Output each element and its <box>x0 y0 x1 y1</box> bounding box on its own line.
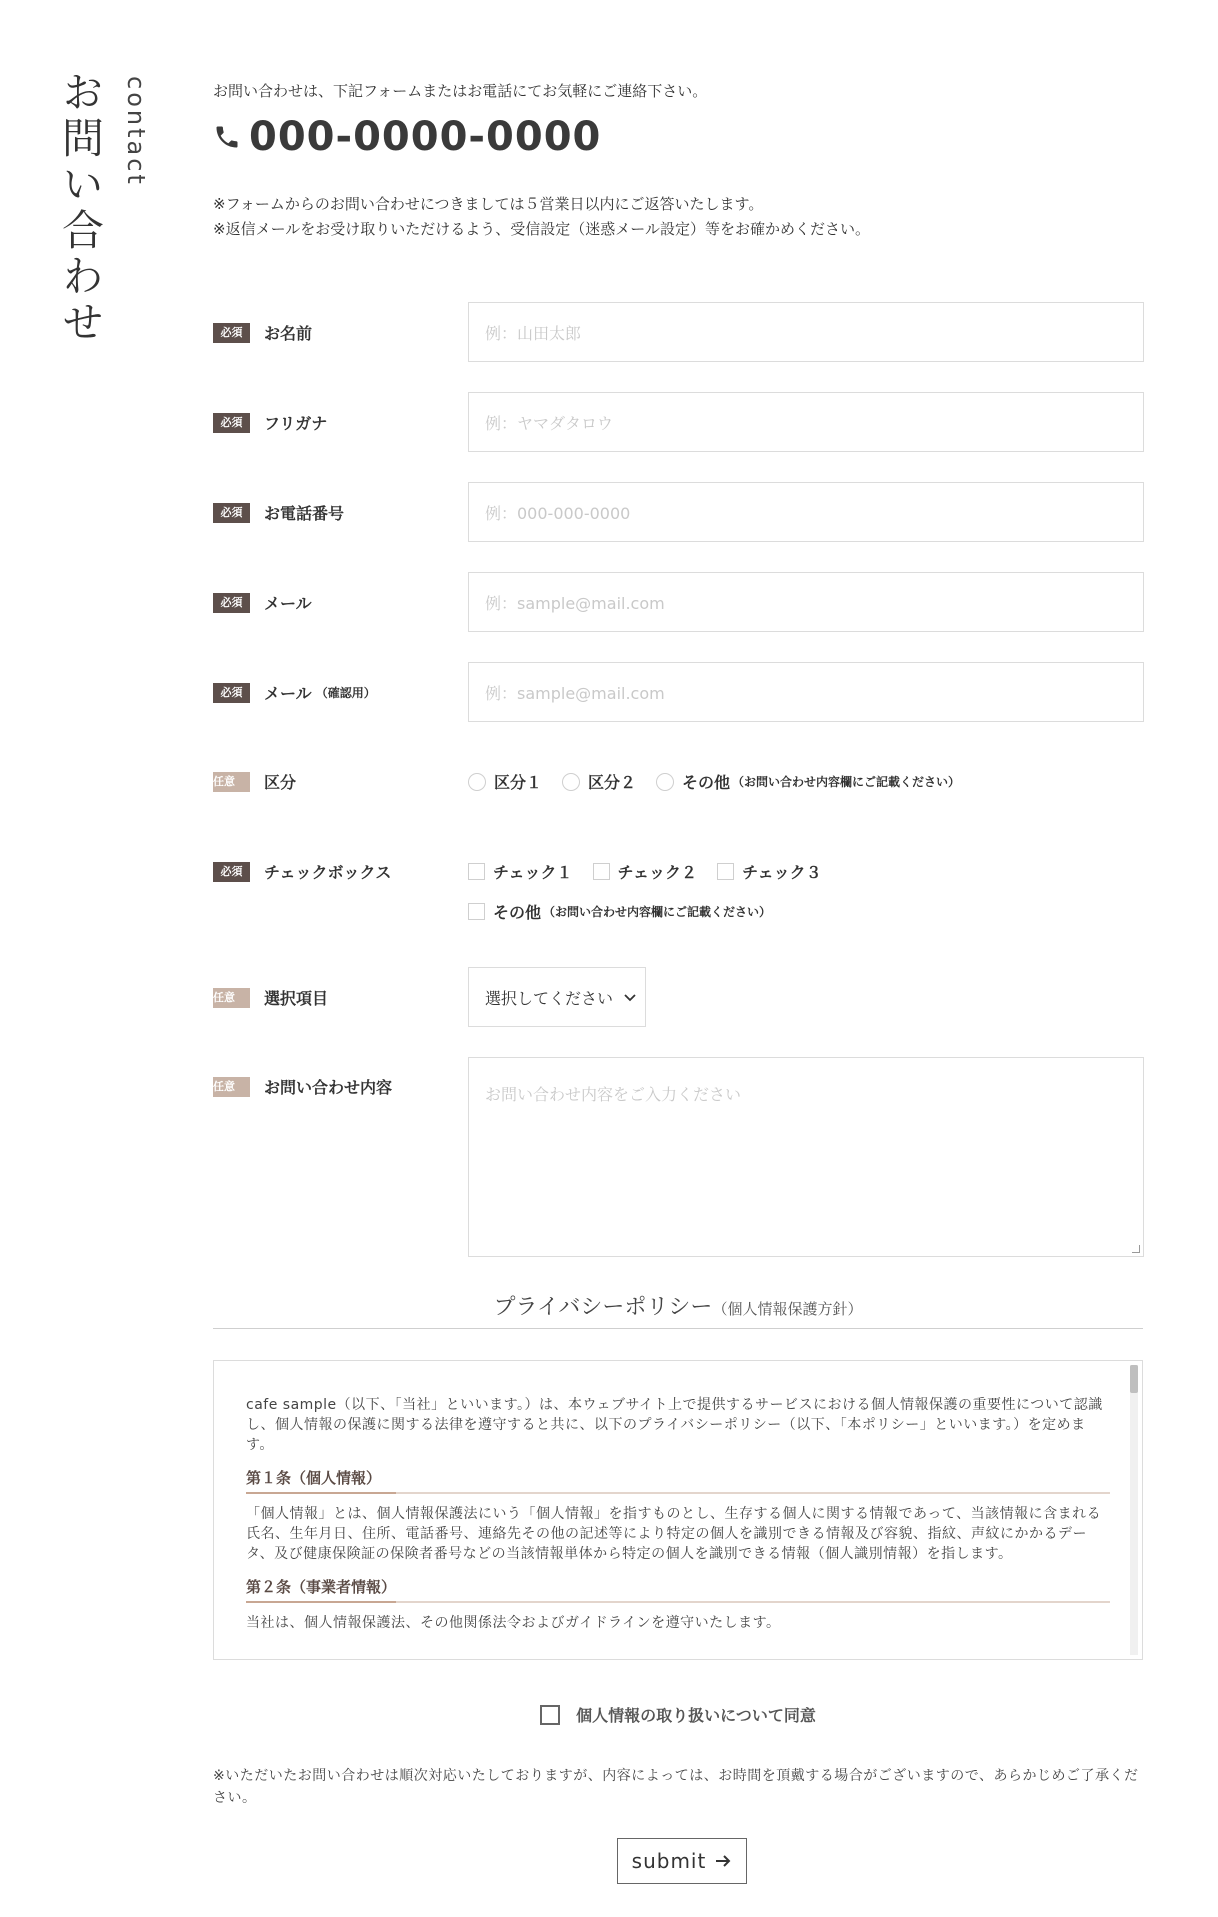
tel-input[interactable]: 例：000-000-0000 <box>468 482 1144 542</box>
mail-confirm-input[interactable]: 例：sample@mail.com <box>468 662 1144 722</box>
required-badge: 必須 <box>213 323 250 343</box>
scrollbar-thumb[interactable] <box>1130 1365 1138 1393</box>
required-badge: 必須 <box>213 413 250 433</box>
label-text: お問い合わせ内容 <box>264 1078 393 1097</box>
checkbox-square[interactable] <box>468 863 485 880</box>
privacy-policy-box[interactable] <box>213 1360 1143 1660</box>
resize-grip[interactable] <box>1132 1245 1140 1253</box>
optional-badge: 任意 <box>213 988 250 1008</box>
message-textarea[interactable] <box>468 1057 1144 1257</box>
label-kana <box>213 411 327 434</box>
required-badge: 必須 <box>213 683 250 703</box>
phone-block <box>213 114 601 160</box>
mail-input[interactable]: 例：sample@mail.com <box>468 572 1144 632</box>
label-text: お名前 <box>264 324 313 343</box>
option-label: その他 <box>682 773 731 792</box>
label-text: チェックボックス <box>264 863 392 882</box>
checkbox-1[interactable] <box>468 860 573 883</box>
label-mail <box>213 591 312 614</box>
label-checkbox <box>213 860 391 883</box>
required-badge: 必須 <box>213 503 250 523</box>
label-text: 選択項目 <box>264 989 329 1008</box>
category-radio-2[interactable] <box>562 770 636 793</box>
scrollbar-track[interactable] <box>1130 1365 1138 1655</box>
option-label: 区分１ <box>494 773 543 792</box>
checkbox-options-row2 <box>468 900 771 923</box>
optional-badge: 任意 <box>213 1077 250 1097</box>
phone-icon <box>213 123 241 151</box>
category-radio-1[interactable] <box>468 770 542 793</box>
agree-label: 個人情報の取り扱いについて同意 <box>576 1706 816 1725</box>
arrow-right-icon <box>714 1852 732 1870</box>
article-1-title: 第１条（個人情報） <box>246 1467 1110 1494</box>
privacy-title <box>213 1290 1143 1321</box>
option-label: チェック３ <box>742 863 822 882</box>
radio-circle[interactable] <box>468 773 486 791</box>
label-select <box>213 986 328 1009</box>
side-title: お問い合わせ <box>56 70 105 346</box>
checkbox-other[interactable] <box>468 900 771 923</box>
label-message <box>213 1075 392 1098</box>
label-tel <box>213 501 344 524</box>
radio-circle[interactable] <box>562 773 580 791</box>
submit-button[interactable] <box>617 1838 747 1884</box>
label-note: （確認用） <box>315 686 376 700</box>
optional-badge: 任意 <box>213 772 250 792</box>
radio-circle[interactable] <box>656 773 674 791</box>
privacy-intro: cafe sample（以下、「当社」といいます。）は、本ウェブサイト上で提供するサービスにおける個人情報保護の重要性について認識し、個人情報の保護に関する法律を遵守すると共に、以下のプライバシーポリシー（以下、「本ポリシー」といいます。）を定めます。 <box>246 1397 1103 1453</box>
label-text: フリガナ <box>264 414 328 433</box>
option-label: チェック１ <box>493 863 573 882</box>
checkbox-options <box>468 860 822 883</box>
option-note: （お問い合わせ内容欄にご記載ください） <box>543 905 772 919</box>
article-1-body: 「個人情報」とは、個人情報保護法にいう「個人情報」を指すものとし、生存する個人に関する情報であって、当該情報に含まれる氏名、生年月日、住所、電話番号、連絡先その他の記述等により特定の個人を識別できる情報及び容貌、指紋、声紋にかかるデータ、及び健康保険証の保険者番号などの当該情報単体から特定の個人を識別できる情報（個人識別情報）を指します。 <box>246 1506 1102 1562</box>
checkbox-square[interactable] <box>593 863 610 880</box>
intro-text: お問い合わせは、下記フォームまたはお電話にてお気軽にご連絡下さい。 <box>213 82 708 100</box>
label-category <box>213 770 296 793</box>
message-placeholder: お問い合わせ内容をご入力ください <box>485 1085 742 1104</box>
checkbox-2[interactable] <box>593 860 698 883</box>
checkbox-3[interactable] <box>717 860 822 883</box>
privacy-title-note: （個人情報保護方針） <box>712 1300 863 1318</box>
checkbox-square[interactable] <box>717 863 734 880</box>
chevron-down-icon <box>623 990 637 1004</box>
privacy-title-text: プライバシーポリシー <box>493 1295 713 1320</box>
side-subtitle: contact <box>122 76 150 187</box>
option-label: その他 <box>493 903 542 922</box>
category-options <box>468 770 960 793</box>
category-radio-other[interactable] <box>656 770 960 793</box>
label-text: お電話番号 <box>264 504 345 523</box>
label-text: 区分 <box>264 773 297 792</box>
article-2-title: 第２条（事業者情報） <box>246 1576 1110 1603</box>
select-dropdown[interactable] <box>468 967 646 1027</box>
submit-label: submit <box>631 1849 707 1873</box>
option-label: チェック２ <box>617 863 698 882</box>
select-value: 選択してください <box>485 988 614 1008</box>
label-name <box>213 321 312 344</box>
label-text: メール <box>264 684 312 703</box>
article-2-body: 当社は、個人情報保護法、その他関係法令およびガイドラインを遵守いたします。 <box>246 1615 781 1631</box>
label-text: メール <box>264 594 312 613</box>
required-badge: 必須 <box>213 593 250 613</box>
agree-checkbox[interactable] <box>213 1703 1143 1726</box>
option-label: 区分２ <box>588 773 637 792</box>
name-input[interactable]: 例：山田太郎 <box>468 302 1144 362</box>
label-mail-confirm <box>213 681 376 704</box>
notes <box>213 192 870 242</box>
kana-input[interactable]: 例：ヤマダタロウ <box>468 392 1144 452</box>
phone-number[interactable]: 000-0000-0000 <box>249 114 602 160</box>
footnote: ※いただいたお問い合わせは順次対応いたしておりますが、内容によっては、お時間を頂戴する場合がございますので、あらかじめご了承ください。 <box>213 1768 1139 1806</box>
divider <box>213 1328 1143 1329</box>
note-line: ※返信メールをお受け取りいただけるよう、受信設定（迷惑メール設定）等をお確かめください。 <box>213 220 870 238</box>
required-badge: 必須 <box>213 862 250 882</box>
checkbox-square[interactable] <box>468 903 485 920</box>
agree-checkbox-square[interactable] <box>540 1705 560 1725</box>
note-line: ※フォームからのお問い合わせにつきましては５営業日以内にご返答いたします。 <box>213 195 764 213</box>
option-note: （お問い合わせ内容欄にご記載ください） <box>732 775 961 789</box>
